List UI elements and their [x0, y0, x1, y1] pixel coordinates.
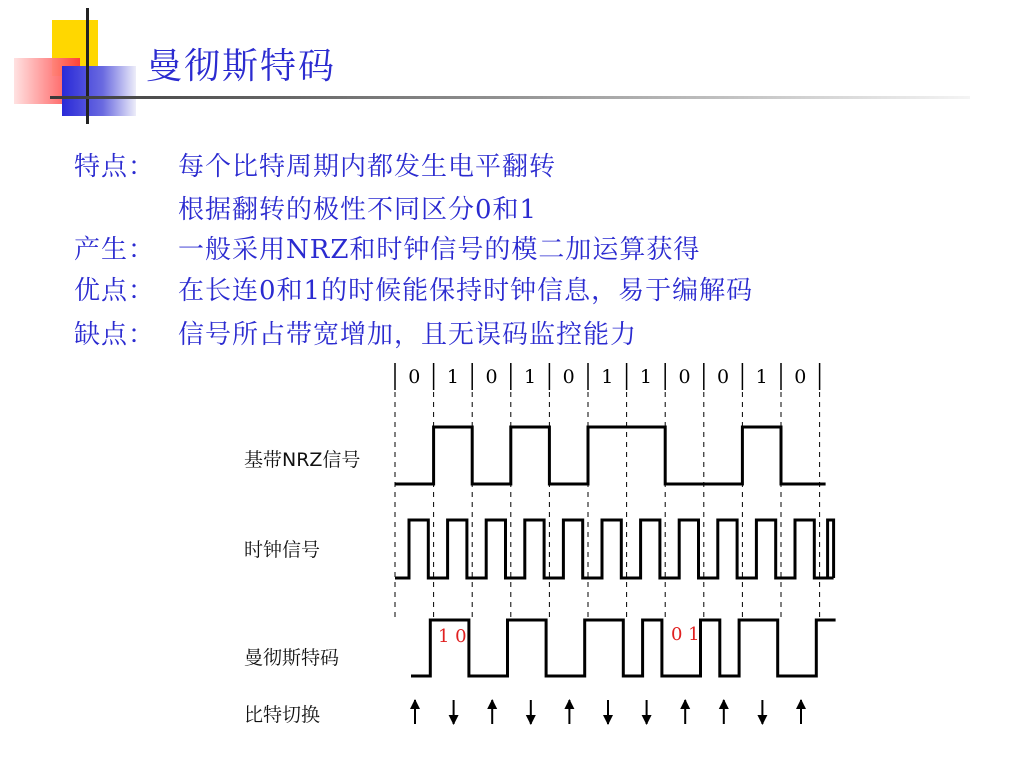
- bit-value: 0: [794, 366, 807, 388]
- bullet-text: 每个比特周期内都发生电平翻转: [178, 152, 557, 182]
- bit-value: 0: [562, 366, 575, 388]
- arrow-up-icon: [564, 699, 574, 709]
- bullet-label: 特点：: [74, 152, 156, 182]
- bit-value: 1: [446, 366, 459, 388]
- annotation-10: 1 0: [438, 626, 467, 647]
- bit-value: 0: [485, 366, 498, 388]
- arrow-down-icon: [526, 715, 536, 725]
- bullet-label: 缺点：: [74, 320, 156, 350]
- bit-value: 1: [639, 366, 652, 388]
- slide-title: 曼彻斯特码: [146, 46, 337, 87]
- arrow-up-icon: [487, 699, 497, 709]
- bit-value: 1: [601, 366, 614, 388]
- arrow-up-icon: [796, 699, 806, 709]
- bit-transition-arrows: [410, 699, 806, 725]
- manchester-waveform: [411, 620, 836, 676]
- bit-value: 1: [755, 366, 768, 388]
- arrow-up-icon: [719, 699, 729, 709]
- bullet-label: 优点：: [74, 276, 156, 306]
- bullet-text: 根据翻转的极性不同区分0和1: [178, 195, 538, 225]
- bullet-text: 信号所占带宽增加，且无误码监控能力: [178, 320, 638, 350]
- clock-waveform: [395, 520, 834, 578]
- nrz-waveform: [395, 427, 826, 484]
- label-nrz-signal: 基带NRZ信号: [244, 449, 361, 471]
- bit-header: [395, 363, 820, 390]
- bit-value: 1: [524, 366, 537, 388]
- arrow-up-icon: [410, 699, 420, 709]
- arrow-down-icon: [757, 715, 767, 725]
- bullet-text: 在长连0和1的时候能保持时钟信息，易于编解码: [178, 276, 754, 306]
- label-bit-transition: 比特切换: [244, 704, 321, 726]
- label-manchester-signal: 曼彻斯特码: [244, 647, 340, 669]
- annotation-01: 0 1: [671, 624, 700, 645]
- arrow-down-icon: [642, 715, 652, 725]
- arrow-down-icon: [449, 715, 459, 725]
- bit-value: 0: [678, 366, 691, 388]
- bit-value: 0: [408, 366, 421, 388]
- arrow-down-icon: [603, 715, 613, 725]
- bit-value: 0: [717, 366, 730, 388]
- label-clock-signal: 时钟信号: [244, 539, 321, 561]
- bullet-label: 产生：: [74, 235, 156, 265]
- arrow-up-icon: [680, 699, 690, 709]
- bullet-text: 一般采用NRZ和时钟信号的模二加运算获得: [178, 235, 701, 265]
